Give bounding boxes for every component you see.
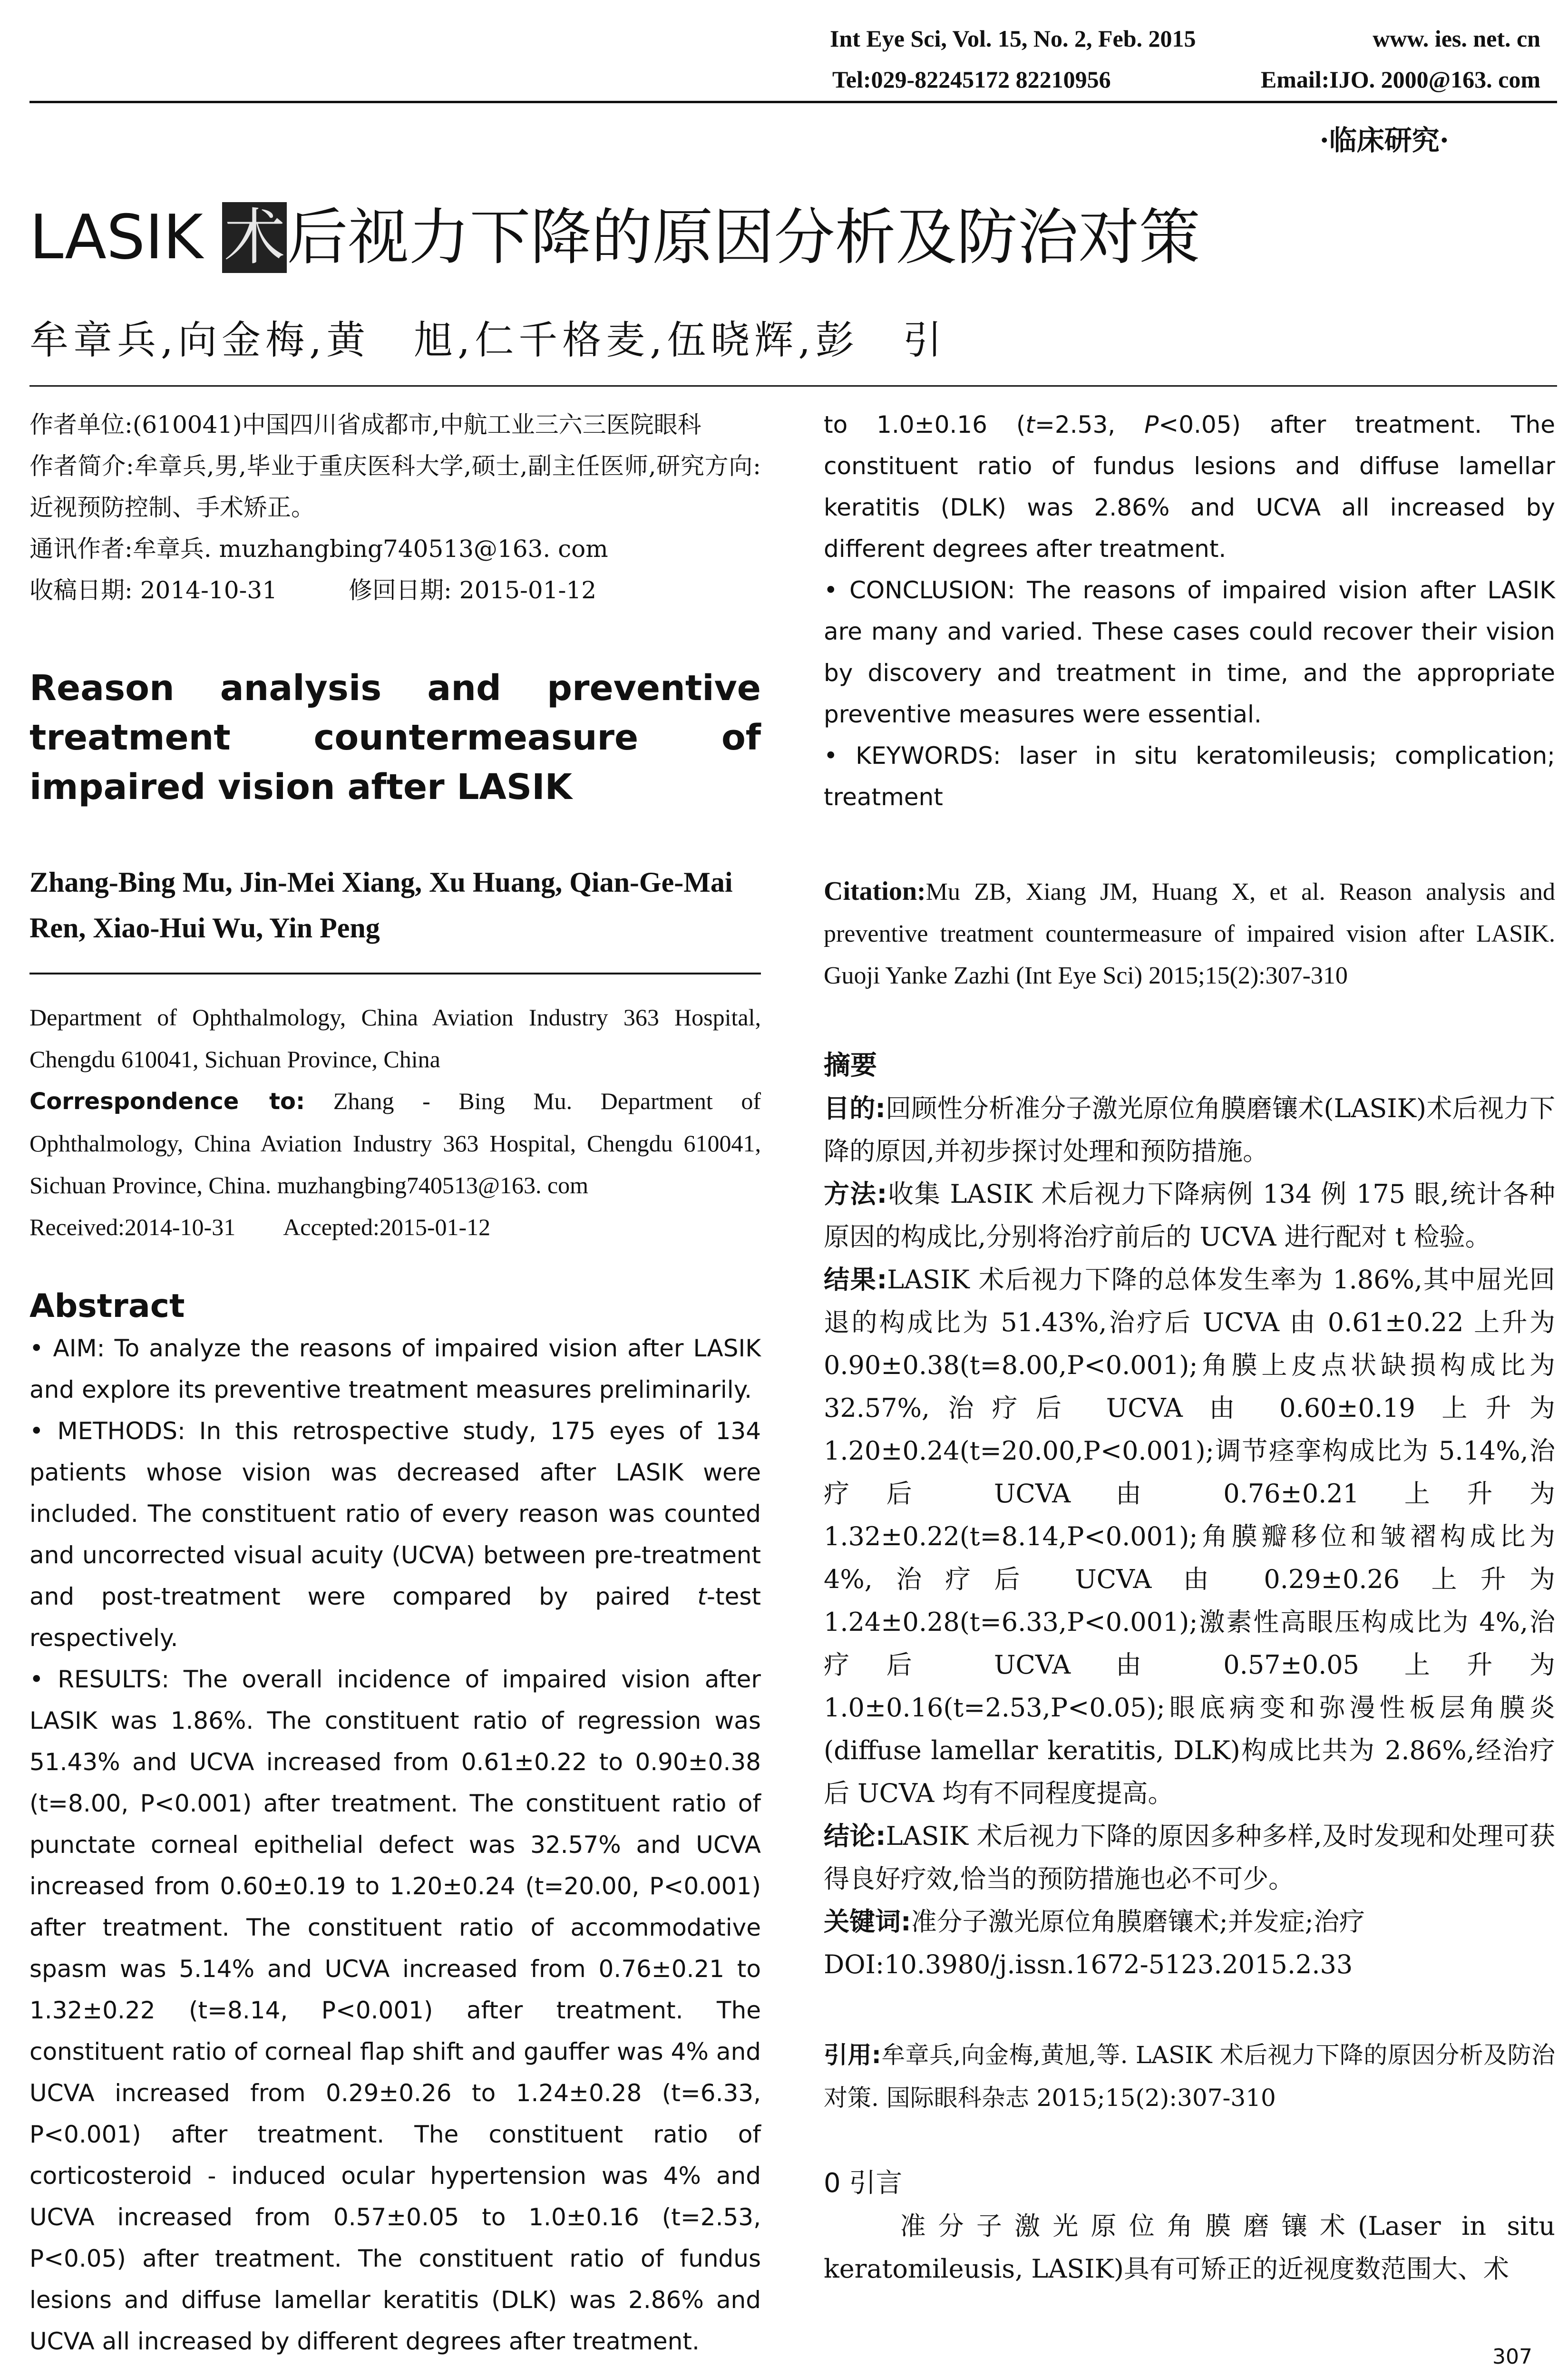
abstract-conclusion: • CONCLUSION: The reasons of impaired vision after LASIK are many and varied. These cases could recover their vision by discovery and treatment in time, and the appropriate preventive measures were essential. [824,576,1555,728]
abstract-en-right [824,404,1555,818]
abstract-cn-keywords: 关键词:准分子激光原位角膜磨镶术;并发症;治疗 [824,1907,1365,1937]
header-rule [29,101,1557,103]
doi: DOI:10.3980/j.issn.1672-5123.2015.2.33 [824,1949,1353,1979]
abstract-cn-methods: 方法:收集 LASIK 术后视力下降病例 134 例 175 眼,统计各种原因的构成比,分别将治疗前后的 UCVA 进行配对 t 检验。 [824,1179,1555,1252]
left-column [29,404,761,2355]
abstract-keywords: • KEYWORDS: laser in situ keratomileusis; complication; treatment [824,742,1555,811]
abstract-cn-aim: 目的:回顾性分析准分子激光原位角膜磨镶术(LASIK)术后视力下降的原因,并初步探讨处理和预防措施。 [824,1093,1555,1166]
journal-website: www. ies. net. cn [1373,25,1540,52]
author-unit: 作者单位:(610041)中国四川省成都市,中航工业三六三医院眼科 [29,411,701,438]
citation-en: Citation:Mu ZB, Xiang JM, Huang X, et al. Reason analysis and preventive treatment countermeasure of impaired vision after LASIK. Guoji Yanke Zazhi (Int Eye Sci) 2015;15(2):307-310 [824,877,1555,989]
department: Department of Ophthalmology, China Aviation Industry 363 Hospital, Chengdu 610041, Sichuan Province, China [29,1004,761,1072]
corresponding-author: 通讯作者:牟章兵. muzhangbing740513@163. com [29,535,608,563]
authors-rule [29,973,761,974]
title-en: Reason analysis and preventive treatment countermeasure of impaired vision after LASIK [29,668,761,808]
abstract-aim: • AIM: To analyze the reasons of impaired vision after LASIK and explore its preventive treatment measures preliminarily. [29,1335,761,1403]
authors-en: Zhang-Bing Mu, Jin-Mei Xiang, Xu Huang, Qian-Ge-Mai Ren, Xiao-Hui Wu, Yin Peng [29,867,733,944]
author-bio: 作者简介:牟章兵,男,毕业于重庆医科大学,硕士,副主任医师,研究方向:近视预防控制、手术矫正。 [29,452,761,521]
received-date: 收稿日期: 2014-10-31 修回日期: 2015-01-12 [29,576,597,604]
abstract-cn-conclusion: 结论:LASIK 术后视力下降的原因多种多样,及时发现和处理可获得良好疗效,恰当的预防措施也必不可少。 [824,1821,1555,1894]
journal-email: Email:IJO. 2000@163. com [1260,66,1540,93]
abstract-cn-heading: 摘要 [824,1050,877,1081]
page-number: 307 [1492,2345,1532,2369]
abstract-results: • RESULTS: The overall incidence of impaired vision after LASIK was 1.86%. The constituent ratio of regression was 51.43% and UCVA increased from 0.61±0.22 to 0.90±0.38 (t=8.00, P<0.001) after treatment. The constituent ratio of punctate corneal epithelial defect was 32.57% and UCVA increased from 0.60±0.19 to 1.20±0.24 (t=20.00, P<0.001) after treatment. The constituent ratio of accommodative spasm was 5.14% and UCVA increased from 0.76±0.21 to 1.32±0.22 (t=8.14, P<0.001) after treatment. The constituent ratio of corneal flap shift and gauffer was 4% and UCVA increased from 0.29±0.26 to 1.24±0.28 (t=6.33, P<0.001) after treatment. The constituent ratio of corticosteroid - induced ocular hypertension was 4% and UCVA increased from 0.57±0.05 to 1.0±0.16 (t=2.53, P<0.05) after treatment. The constituent ratio of fundus lesions and diffuse lamellar keratitis (DLK) was 2.86% and UCVA all increased by different degrees after treatment. [29,1666,761,2355]
abstract-en-left [29,1328,761,2355]
intro-text: 准分子激光原位角膜磨镶术(Laser in situ keratomileusis, LASIK)具有可矫正的近视度数范围大、术 [824,2211,1555,2284]
section-tag: ·临床研究· [1319,124,1449,156]
right-column [824,404,1555,2290]
author-info [29,404,761,611]
abstract-cn [824,1087,1555,1986]
abstract-cn-results: 结果:LASIK 术后视力下降的总体发生率为 1.86%,其中屈光回退的构成比为 51.43%,治疗后 UCVA 由 0.61±0.22 上升为 0.90±0.38(t=8.00,P<0.001);角膜上皮点状缺损构成比为 32.57%,治疗后 UCVA 由 0.60±0.19 上升为 1.20±0.24(t=20.00,P<0.001);调节痉挛构成比为 5.14%,治疗后 UCVA 由 0.76±0.21 上升为 1.32±0.22(t=8.14,P<0.001);角膜瓣移位和皱褶构成比为 4%,治疗后 UCVA 由 0.29±0.26 上升为 1.24±0.28(t=6.33,P<0.001);激素性高眼压构成比为 4%,治疗后 UCVA 由 0.57±0.05 上升为 1.0±0.16(t=2.53,P<0.05);眼底病变和弥漫性板层角膜炎(diffuse lamellar keratitis, DLK)构成比共为 2.86%,经治疗后 UCVA 均有不同程度提高。 [824,1265,1555,1808]
title-highlight: 术 [222,202,287,273]
abstract-methods: • METHODS: In this retrospective study, 175 eyes of 134 patients whose vision was decreased after LASIK were included. The constituent ratio of every reason was counted and uncorrected visual acuity (UCVA) between pre-treatment and post-treatment were compared by paired t-test respectively. [29,1417,761,1652]
abstract-heading: Abstract [29,1287,185,1325]
abstract-results-cont: to 1.0±0.16 (t=2.53, P<0.05) after treatment. The constituent ratio of fundus lesions and diffuse lamellar keratitis (DLK) was 2.86% and UCVA all increased by different degrees after treatment. [824,411,1555,563]
affiliation-en [29,996,761,1248]
page-title: LASIK 术后视力下降的原因分析及防治对策 [29,202,1200,273]
received-accepted: Received:2014-10-31 Accepted:2015-01-12 [29,1214,491,1240]
journal-info: Int Eye Sci, Vol. 15, No. 2, Feb. 2015 [830,25,1196,52]
journal-tel: Tel:029-82245172 82210956 [832,66,1111,93]
authors-cn: 牟章兵,向金梅,黄 旭,仁千格麦,伍晓辉,彭 引 [29,318,947,363]
correspondence: Correspondence to: Zhang - Bing Mu. Department of Ophthalmology, China Aviation Industry 363 Hospital, Chengdu 610041, Sichuan Province, China. muzhangbing740513@163. com [29,1088,761,1198]
citation-cn: 引用:牟章兵,向金梅,黄旭,等. LASIK 术后视力下降的原因分析及防治对策. 国际眼科杂志 2015;15(2):307-310 [824,2041,1555,2112]
title-rule [29,385,1557,387]
intro-heading: 0 引言 [824,2168,903,2199]
